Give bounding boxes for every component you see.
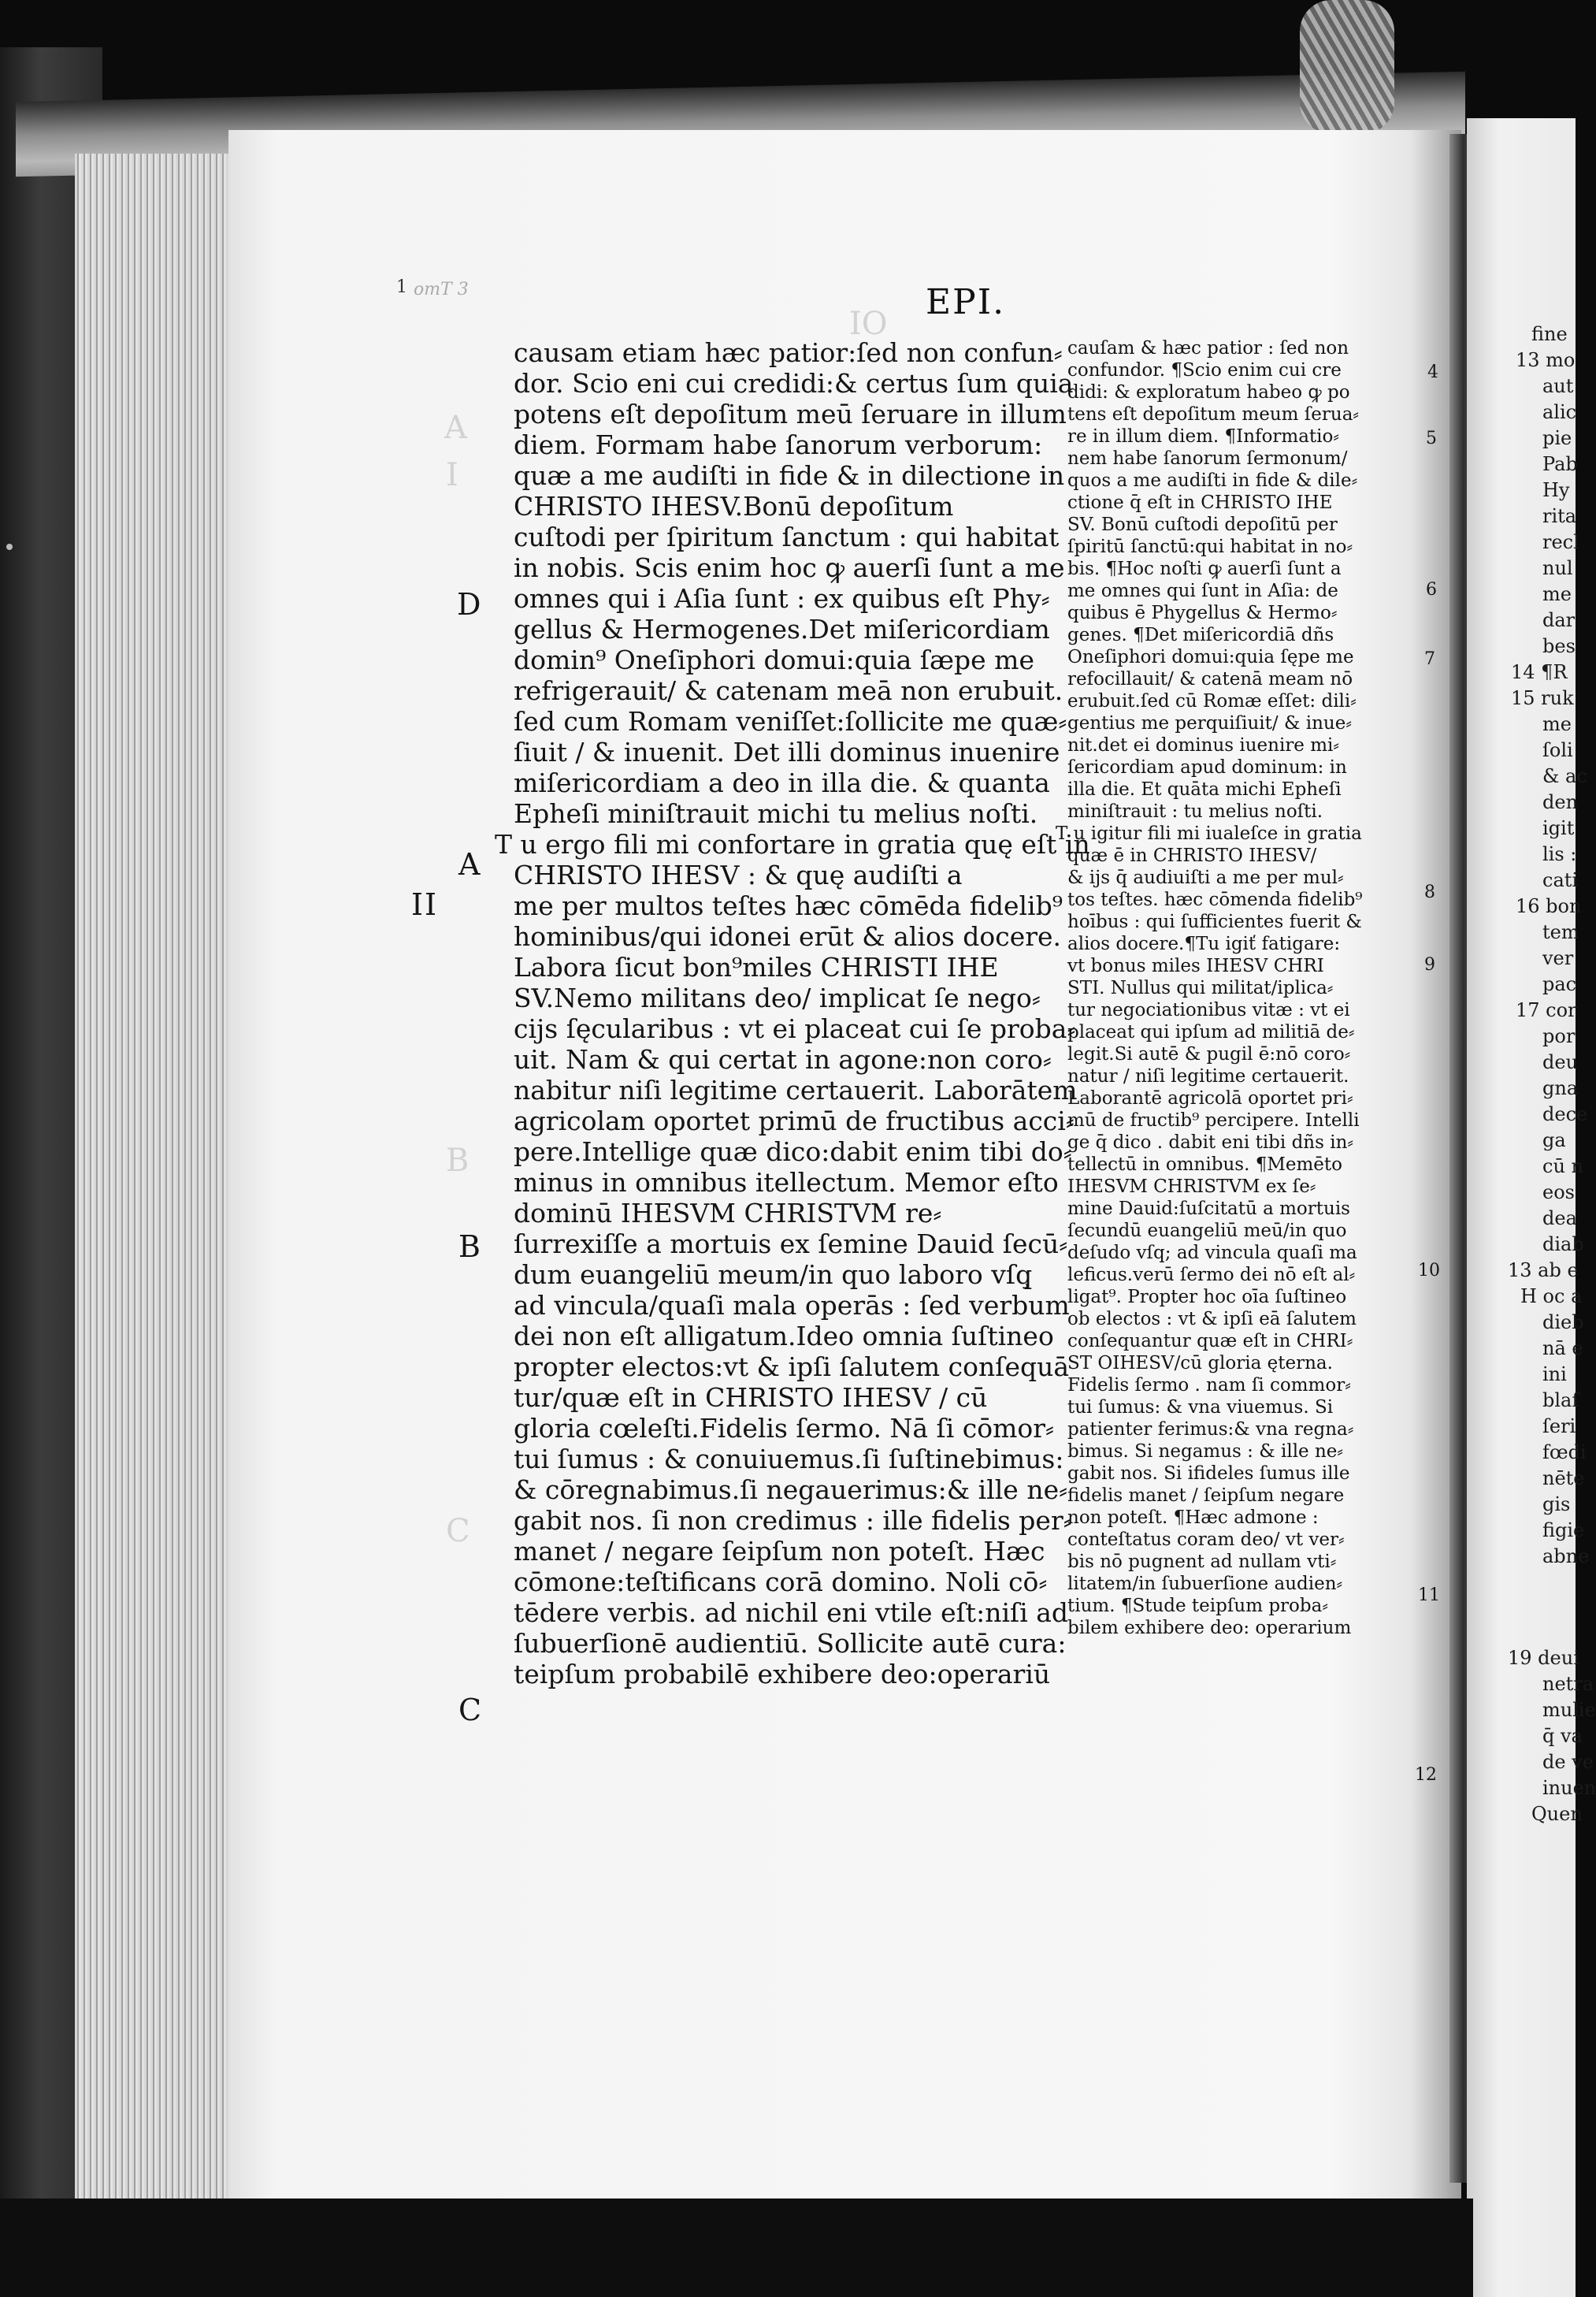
text-line: tos teſtes. hæc cōmenda fidelib⁹ <box>1067 890 1363 910</box>
text-line: & cōregnabimus.ſi negauerimus:& ille ne⸗ <box>514 1474 1068 1505</box>
chapter-numeral: II <box>411 887 439 922</box>
verse-number: 7 <box>1424 649 1435 669</box>
text-line: tui ſumus: & vna viuemus. Si <box>1067 1397 1334 1418</box>
text-line: deu <box>1542 1051 1579 1073</box>
bleed-through-letter: I <box>446 457 458 493</box>
text-line: erubuit.ſed cū Romæ eſſet: dili⸗ <box>1067 691 1357 712</box>
text-line: gabit nos. Si ifideles ſumus ille <box>1067 1463 1350 1484</box>
text-line: SV. Bonū cuſtodi depoſitū per <box>1067 515 1338 535</box>
text-line: diab <box>1542 1233 1584 1255</box>
text-line: dei non eſt alligatum.Ideo omnia ſuſtineo <box>514 1321 1054 1351</box>
text-line: Labora ſicut bon⁹miles CHRISTI IHE <box>514 952 999 983</box>
text-line: fœdi <box>1542 1441 1587 1463</box>
text-line: agricolam oportet primū de fructibus acci⸗ <box>514 1106 1075 1136</box>
bleed-through-text: omT 3 <box>414 280 469 299</box>
text-line: CHRISTO IHESV : & quę audiſti a <box>514 860 963 890</box>
text-line: netra <box>1542 1673 1594 1695</box>
text-line: didi: & exploratum habeo ꝙ po <box>1067 382 1350 403</box>
background-shadow <box>0 2199 1473 2297</box>
text-line: H oc a <box>1520 1285 1583 1307</box>
bleed-through-letter: C <box>446 1513 470 1549</box>
text-line: 13 ab e <box>1508 1259 1579 1281</box>
text-line: nem habe ſanorum ſermonum/ <box>1067 448 1348 469</box>
text-line: quæ a me audiſti in fide & in dilectione in <box>514 460 1065 491</box>
text-line: IHESVM CHRISTVM ex ſe⸗ <box>1067 1176 1316 1197</box>
text-line: ge q̄ dico . dabit eni tibi dñs in⸗ <box>1067 1132 1354 1153</box>
text-line: placeat qui ipſum ad militiā de⸗ <box>1067 1022 1355 1043</box>
text-line: dea <box>1542 1207 1577 1229</box>
text-line: tem <box>1542 921 1579 943</box>
text-line: Epheſi miniſtrauit michi tu melius noſti. <box>514 798 1038 829</box>
text-line: q̄ va <box>1542 1725 1583 1747</box>
folio-mark: 1 <box>396 277 407 297</box>
text-line: Oneſiphori domui:quia ſępe me <box>1067 647 1354 667</box>
text-line: ſoli <box>1542 739 1573 761</box>
verse-number: 11 <box>1418 1585 1440 1605</box>
text-line: & ijs q̄ audiuiſti a me per mul⸗ <box>1067 868 1344 888</box>
text-line: bis nō pugnent ad nullam vti⸗ <box>1067 1552 1337 1572</box>
text-line: SV.Nemo militans deo/ implicat ſe nego⸗ <box>514 983 1041 1013</box>
text-line: gentius me perquiſiuit/ & inue⸗ <box>1067 713 1353 734</box>
text-line: gis <box>1542 1493 1571 1515</box>
text-line: pac <box>1542 973 1577 995</box>
text-line: ſed cum Romam veniſſet:ſollicite me quæ⸗ <box>514 706 1067 737</box>
text-line: dece <box>1542 1103 1588 1125</box>
text-line: fidelis manet / ſeipſum negare <box>1067 1485 1345 1506</box>
text-line: inuen <box>1542 1777 1596 1799</box>
text-line: quos a me audiſti in fide & dile⸗ <box>1067 470 1358 491</box>
text-line: ſurrexiſſe a mortuis ex ſemine Dauid ſecū⸗ <box>514 1228 1068 1259</box>
text-line: CHRISTO IHESV.Bonū depoſitum <box>514 491 954 522</box>
text-line: Fidelis ſermo . nam ſi commor⸗ <box>1067 1375 1351 1396</box>
text-line: bimus. Si negamus : & ille ne⸗ <box>1067 1441 1344 1462</box>
text-line: gloria cœleſti.Fidelis ſermo. Nā ſi cōmor⸗ <box>514 1413 1055 1444</box>
text-line: gabit nos. ſi non credimus : ille fidelis per⸗ <box>514 1505 1072 1536</box>
text-line: T u igitur fili mi iualeſce in gratia <box>1056 823 1362 844</box>
text-line: refrigerauit/ & catenam meā non erubuit. <box>514 675 1063 706</box>
margin-letter-d: D <box>457 587 481 622</box>
verse-number: 6 <box>1426 580 1437 600</box>
text-line: nā e <box>1542 1337 1583 1359</box>
text-line: hoībus : qui ſufficientes fuerit & <box>1067 912 1362 932</box>
text-line: igit <box>1542 817 1575 839</box>
text-line: ſiuit / & inuenit. Det illi dominus inuenire <box>514 737 1060 768</box>
text-line: me omnes qui ſunt in Aſia: de <box>1067 581 1338 601</box>
text-line: & ac <box>1542 765 1587 787</box>
running-head: EPI. <box>926 282 1006 322</box>
text-line: deſudo vſq; ad vincula quaſi ma <box>1067 1243 1357 1263</box>
text-line: Pab <box>1542 453 1578 475</box>
text-line: quibus ē Phygellus & Hermo⸗ <box>1067 603 1338 623</box>
verse-number: 9 <box>1424 955 1435 975</box>
text-line: fine <box>1531 323 1568 345</box>
text-line: blaſ <box>1542 1389 1579 1411</box>
text-line: Hy <box>1542 479 1570 501</box>
text-line: legit.Si autē & pugil ē:nō coro⸗ <box>1067 1044 1351 1065</box>
text-line: in nobis. Scis enim hoc ꝙ auerſi ſunt a me <box>514 552 1065 583</box>
text-line: leficus.verū ſermo dei nō eſt al⸗ <box>1067 1265 1356 1285</box>
margin-letter-a: A <box>458 847 481 882</box>
text-line: lis : <box>1542 843 1577 865</box>
text-line: cōmone:teſtificans corā domino. Noli cō⸗ <box>514 1567 1048 1597</box>
text-line: ſubuerſionē audientiū. Sollicite autē cura: <box>514 1628 1067 1659</box>
text-line: Laborantē agricolā oportet pri⸗ <box>1067 1088 1353 1109</box>
text-line: nabitur niſi legitime certauerit. Laborātem <box>514 1075 1078 1106</box>
text-line: tui ſumus : & conuiuemus.ſi ſuſtinebimus: <box>514 1444 1064 1474</box>
text-line: bilem exhibere deo: operarium <box>1067 1618 1352 1638</box>
text-line: ſericordiam apud dominum: in <box>1067 757 1347 778</box>
text-line: me <box>1542 713 1572 735</box>
bleed-through-letter: IO <box>849 306 888 342</box>
text-line: miſericordiam a deo in illa die. & quanta <box>514 768 1050 798</box>
text-line: teipſum probabilē exhibere deo:operariū <box>514 1659 1051 1689</box>
text-line: cū n <box>1542 1155 1583 1177</box>
text-line: 19 deui <box>1508 1647 1579 1669</box>
text-line: alic <box>1542 401 1577 423</box>
text-line: ver <box>1542 947 1574 969</box>
text-line: mū de fructib⁹ percipere. Intelli <box>1067 1110 1360 1131</box>
text-line: dominū IHESVM CHRISTVM re⸗ <box>514 1198 942 1228</box>
text-line: me per multos teſtes hæc cōmēda fidelib⁹ <box>514 890 1063 921</box>
text-line: ob electos : vt & ipſi eā ſalutem <box>1067 1309 1357 1329</box>
text-line: 17 cor <box>1516 999 1577 1021</box>
text-line: den <box>1542 791 1579 813</box>
text-line: potens eſt depoſitum meū ſeruare in illum <box>514 399 1067 429</box>
text-line: dar <box>1542 609 1576 631</box>
text-line: ga <box>1542 1129 1566 1151</box>
text-line: eos <box>1542 1181 1575 1203</box>
text-line: miniſtrauit : tu melius noſti. <box>1067 801 1323 822</box>
text-line: cauſam & hæc patior : ſed non <box>1067 338 1349 359</box>
text-line: non poteſt. ¶Hæc admone : <box>1067 1507 1319 1528</box>
text-line: abne <box>1542 1545 1590 1567</box>
text-line: nit.det ei dominus iuenire mi⸗ <box>1067 735 1340 756</box>
text-line: 14 ¶R <box>1511 661 1568 683</box>
text-line: de ve <box>1542 1751 1594 1773</box>
text-line: tium. ¶Stude teipſum proba⸗ <box>1067 1596 1328 1616</box>
text-line: gellus & Hermogenes.Det miſericordiam <box>514 614 1050 645</box>
verse-number: 4 <box>1427 362 1438 382</box>
text-line: gna <box>1542 1077 1579 1099</box>
text-line: confundor. ¶Scio enim cui cre <box>1067 360 1342 381</box>
text-line: dum euangeliū meum/in quo laboro vſq̧ <box>514 1259 1033 1290</box>
text-line: mulie <box>1542 1699 1596 1721</box>
text-line: propter electos:vt & ipſi ſalutem conſequā <box>514 1351 1070 1382</box>
text-line: conteſtatus coram deo/ vt ver⸗ <box>1067 1529 1345 1550</box>
text-line: figie <box>1542 1519 1585 1541</box>
text-line: Quen <box>1531 1803 1583 1825</box>
text-line: uit. Nam & qui certat in agone:non coro⸗ <box>514 1044 1052 1075</box>
text-line: alios docere.¶Tu igiť fatigare: <box>1067 934 1341 954</box>
bleed-through-letter: A <box>444 410 467 446</box>
text-line: hominibus/qui idonei erūt & alios docere. <box>514 921 1062 952</box>
text-line: cijs ſęcularibus : vt ei placeat cui ſe proba⸗ <box>514 1013 1076 1044</box>
text-line: STI. Nullus qui militat/iplica⸗ <box>1067 978 1334 998</box>
text-line: tēdere verbis. ad nichil eni vtile eſt:niſi ad <box>514 1597 1069 1628</box>
text-line: ad vincula/quaſi mala operās : ſed verbum <box>514 1290 1070 1321</box>
text-line: causam etiam hæc patior:ſed non confun⸗ <box>514 337 1063 368</box>
text-line: vt bonus miles IHESV CHRI <box>1067 956 1324 976</box>
text-line: bes <box>1542 635 1576 657</box>
text-line: ST OIHESV/cū gloria ęterna. <box>1067 1353 1333 1373</box>
text-line: litatem/in ſubuerſione audien⸗ <box>1067 1574 1343 1594</box>
text-line: diem. Formam habe ſanorum verborum: <box>514 429 1043 460</box>
text-line: minus in omnibus itellectum. Memor eſto <box>514 1167 1059 1198</box>
text-line: 16 bon <box>1516 895 1582 917</box>
text-line: conſequantur quæ eſt in CHRI⸗ <box>1067 1331 1353 1351</box>
text-line: ſeri <box>1542 1415 1576 1437</box>
text-line: ſpiritū ſanctū:qui habitat in no⸗ <box>1067 537 1353 557</box>
text-line: tur/quæ eſt in CHRISTO IHESV / cū <box>514 1382 988 1413</box>
text-line: tens eſt depoſitum meum ſerua⸗ <box>1067 404 1360 425</box>
text-line: ſecundū euangeliū meū/in quo <box>1067 1221 1347 1241</box>
text-line: ini <box>1542 1363 1567 1385</box>
text-line: tur negociationibus vitæ : vt ei <box>1067 1000 1350 1020</box>
text-line: por <box>1542 1025 1576 1047</box>
bleed-through-letter: B <box>446 1143 470 1179</box>
verse-number: 12 <box>1415 1765 1437 1785</box>
binding-string <box>1300 0 1394 134</box>
pin-mark <box>6 544 13 550</box>
text-line: genes. ¶Det miſericordiā dñs <box>1067 625 1334 645</box>
text-line: T u ergo fili mi confortare in gratia quę eſt in <box>495 829 1090 860</box>
text-line: bis. ¶Hoc noſti ꝙ auerſi ſunt a <box>1067 559 1342 579</box>
text-line: refocillauit/ & catenā meam nō <box>1067 669 1353 689</box>
text-line: quæ ē in CHRISTO IHESV/ <box>1067 846 1317 866</box>
margin-letter-b: B <box>458 1229 481 1264</box>
text-line: pie <box>1542 427 1572 449</box>
text-line: ligat⁹. Propter hoc oīa ſuſtineo <box>1067 1287 1347 1307</box>
text-line: cati <box>1542 869 1579 891</box>
text-line: dor. Scio eni cui credidi:& certus ſum quia <box>514 368 1074 399</box>
text-line: illa die. Et quāta michi Epheſi <box>1067 779 1342 800</box>
verse-number: 8 <box>1424 883 1435 902</box>
text-line: rita <box>1542 505 1577 527</box>
text-line: 13 mo <box>1516 349 1576 371</box>
text-line: cuſtodi per ſpiritum ſanctum : qui habitat <box>514 522 1060 552</box>
text-line: manet / negare ſeipſum non poteſt. Hæc <box>514 1536 1045 1567</box>
text-line: 15 ruk <box>1511 687 1574 709</box>
text-line: pere.Intellige quæ dico:dabit enim tibi do⸗ <box>514 1136 1072 1167</box>
text-line: tellectū in omnibus. ¶Memēto <box>1067 1154 1342 1175</box>
text-line: dieb <box>1542 1311 1584 1333</box>
text-line: omnes qui i Aſia ſunt : ex quibus eſt Phy⸗ <box>514 583 1050 614</box>
verse-number: 5 <box>1426 429 1437 448</box>
text-line: patienter ferimus:& vna regna⸗ <box>1067 1419 1354 1440</box>
text-line: re in illum diem. ¶Informatio⸗ <box>1067 426 1340 447</box>
margin-letter-c: C <box>458 1693 482 1727</box>
text-line: aut <box>1542 375 1574 397</box>
text-line: nēte <box>1542 1467 1585 1489</box>
verse-number: 10 <box>1418 1261 1440 1280</box>
text-line: me <box>1542 583 1572 605</box>
text-line: ctione q̄ eſt in CHRISTO IHE <box>1067 492 1333 513</box>
text-line: nul <box>1542 557 1573 579</box>
text-line: domin⁹ Oneſiphori domui:quia ſæpe me <box>514 645 1034 675</box>
text-line: mine Dauid:ſuſcitatū a mortuis <box>1067 1199 1350 1219</box>
page-edges <box>75 154 232 2202</box>
text-line: natur / niſi legitime certauerit. <box>1067 1066 1349 1087</box>
text-line: recl <box>1542 531 1579 553</box>
